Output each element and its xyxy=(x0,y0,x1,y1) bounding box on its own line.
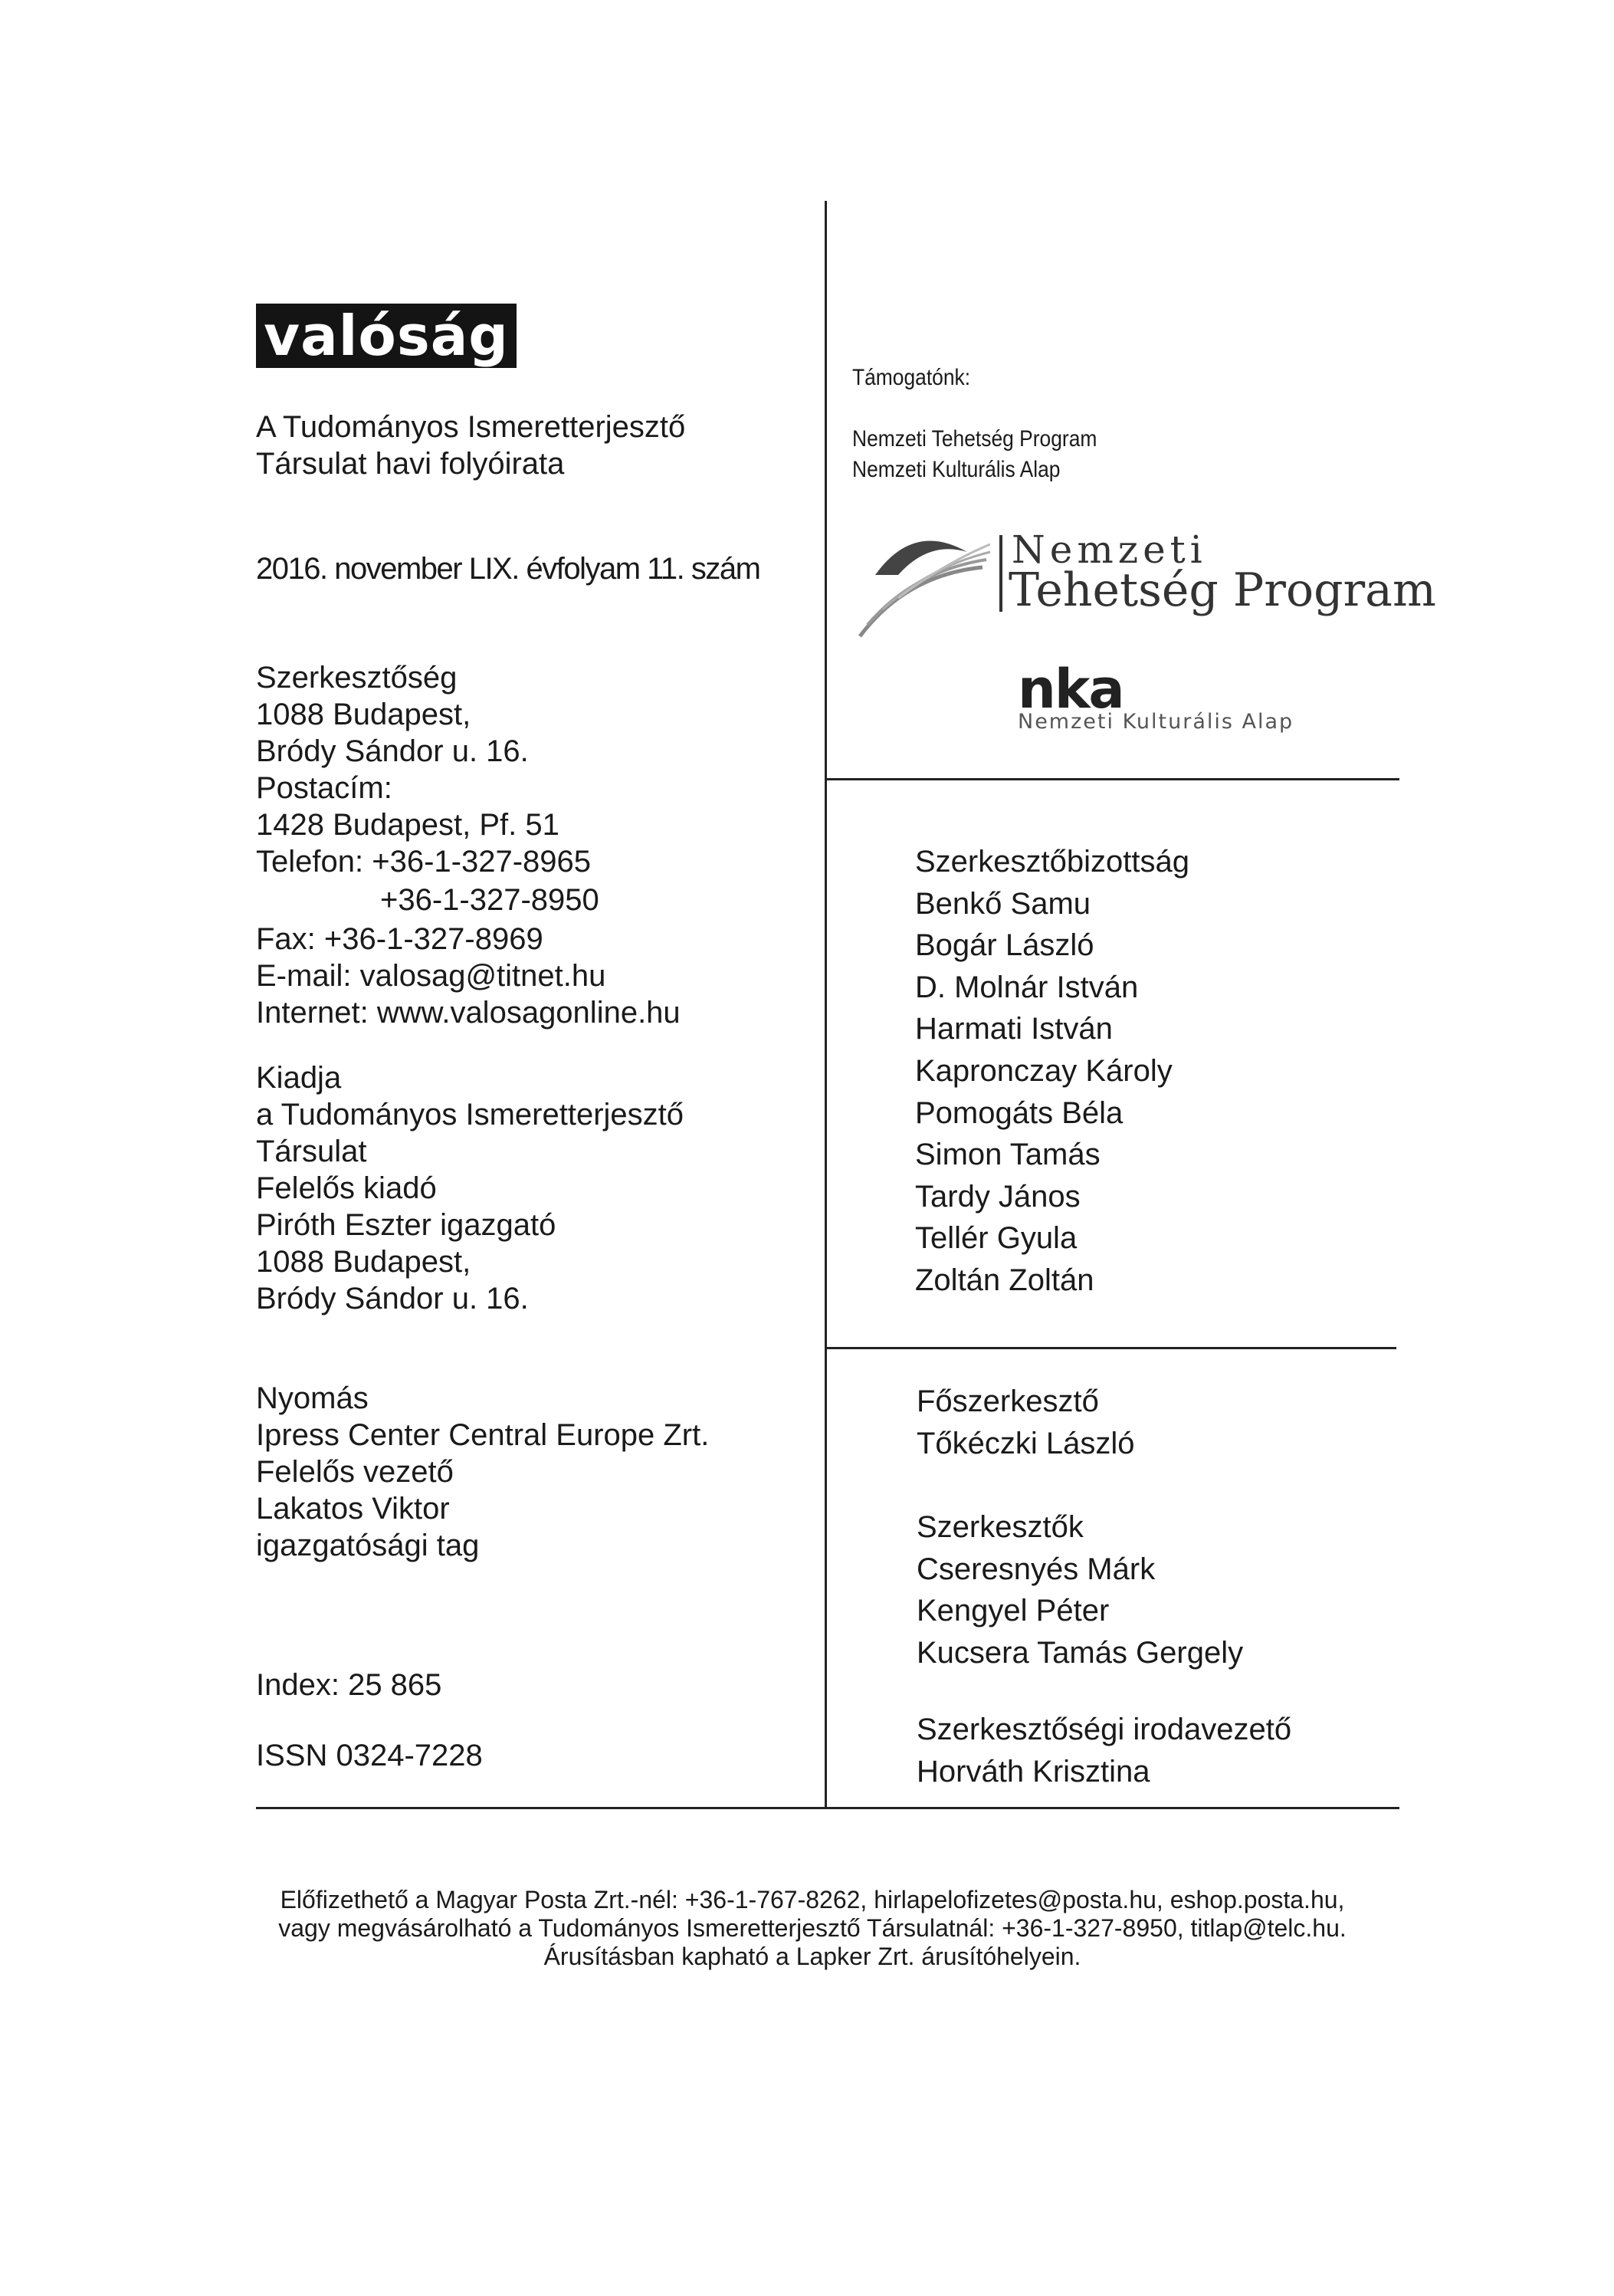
divider-supporters xyxy=(826,778,1399,780)
subscription-footer: Előfizethető a Magyar Posta Zrt.-nél: +36-1-767-8262, hirlapelofizetes@posta.hu, eshop.posta.hu, vagy megvásárolható a Tudományos Ismeretterjesztő Társulatnál: +36-1-327-8950, titlap@telc.hu. Árusításban kapható a Lapker Zrt. árusítóhelyein. xyxy=(278,1886,1347,1970)
chief-editor: Főszerkesztő Tőkéczki László xyxy=(917,1384,1135,1460)
issn-number: ISSN 0324-7228 xyxy=(256,1739,483,1772)
magazine-logo: valóság xyxy=(256,304,517,368)
ntp-swoosh-icon xyxy=(852,529,998,644)
nka-logo-text: Nemzeti Kulturális Alap xyxy=(1018,710,1294,734)
issue-info: 2016. november LIX. évfolyam 11. szám xyxy=(256,552,760,586)
magazine-subtitle: A Tudományos Ismeretterjesztő Társulat havi folyóirata xyxy=(256,410,686,481)
index-number: Index: 25 865 xyxy=(256,1668,442,1702)
nka-logo-mark: nka xyxy=(1018,658,1124,721)
editorial-office: Szerkesztőség 1088 Budapest, Bródy Sándor u. 16. Postacím: 1428 Budapest, Pf. 51 Telefon: +36-1-327-8965 +36-1-327-8950 Fax: +36-1-327-8969 E-mail: valosag@titnet.hu Internet: www.valosagonline.hu xyxy=(256,661,681,1030)
ntp-logo-line1: Nemzeti xyxy=(1012,527,1207,572)
editors: Szerkesztők Cseresnyés Márk Kengyel Péter Kucsera Tamás Gergely xyxy=(917,1510,1244,1670)
ntp-logo-line2: Tehetség Program xyxy=(1009,563,1436,617)
printing-info: Nyomás Ipress Center Central Europe Zrt. Felelős vezető Lakatos Viktor igazgatósági tag xyxy=(256,1381,710,1562)
ntp-logo xyxy=(852,527,1436,644)
divider-bottom xyxy=(256,1807,1399,1809)
supporters-list: Nemzeti Tehetség Program Nemzeti Kulturális Alap xyxy=(852,426,1097,482)
office-manager: Szerkesztőségi irodavezető Horváth Krisztina xyxy=(917,1713,1292,1789)
nka-logo xyxy=(1018,658,1340,742)
column-divider xyxy=(825,201,827,1808)
supporters-heading: Támogatónk: xyxy=(852,365,971,390)
divider-board xyxy=(826,1347,1396,1349)
publisher-info: Kiadja a Tudományos Ismeretterjesztő Társulat Felelős kiadó Piróth Eszter igazgató 1088 Budapest, Bródy Sándor u. 16. xyxy=(256,1061,684,1316)
ntp-logo-bar xyxy=(999,535,1002,612)
editorial-board: Szerkesztőbizottság Benkő Samu Bogár László D. Molnár István Harmati István Kapronczay Károly Pomogáts Béla Simon Tamás Tardy János Tellér Gyula Zoltán Zoltán xyxy=(915,845,1189,1297)
